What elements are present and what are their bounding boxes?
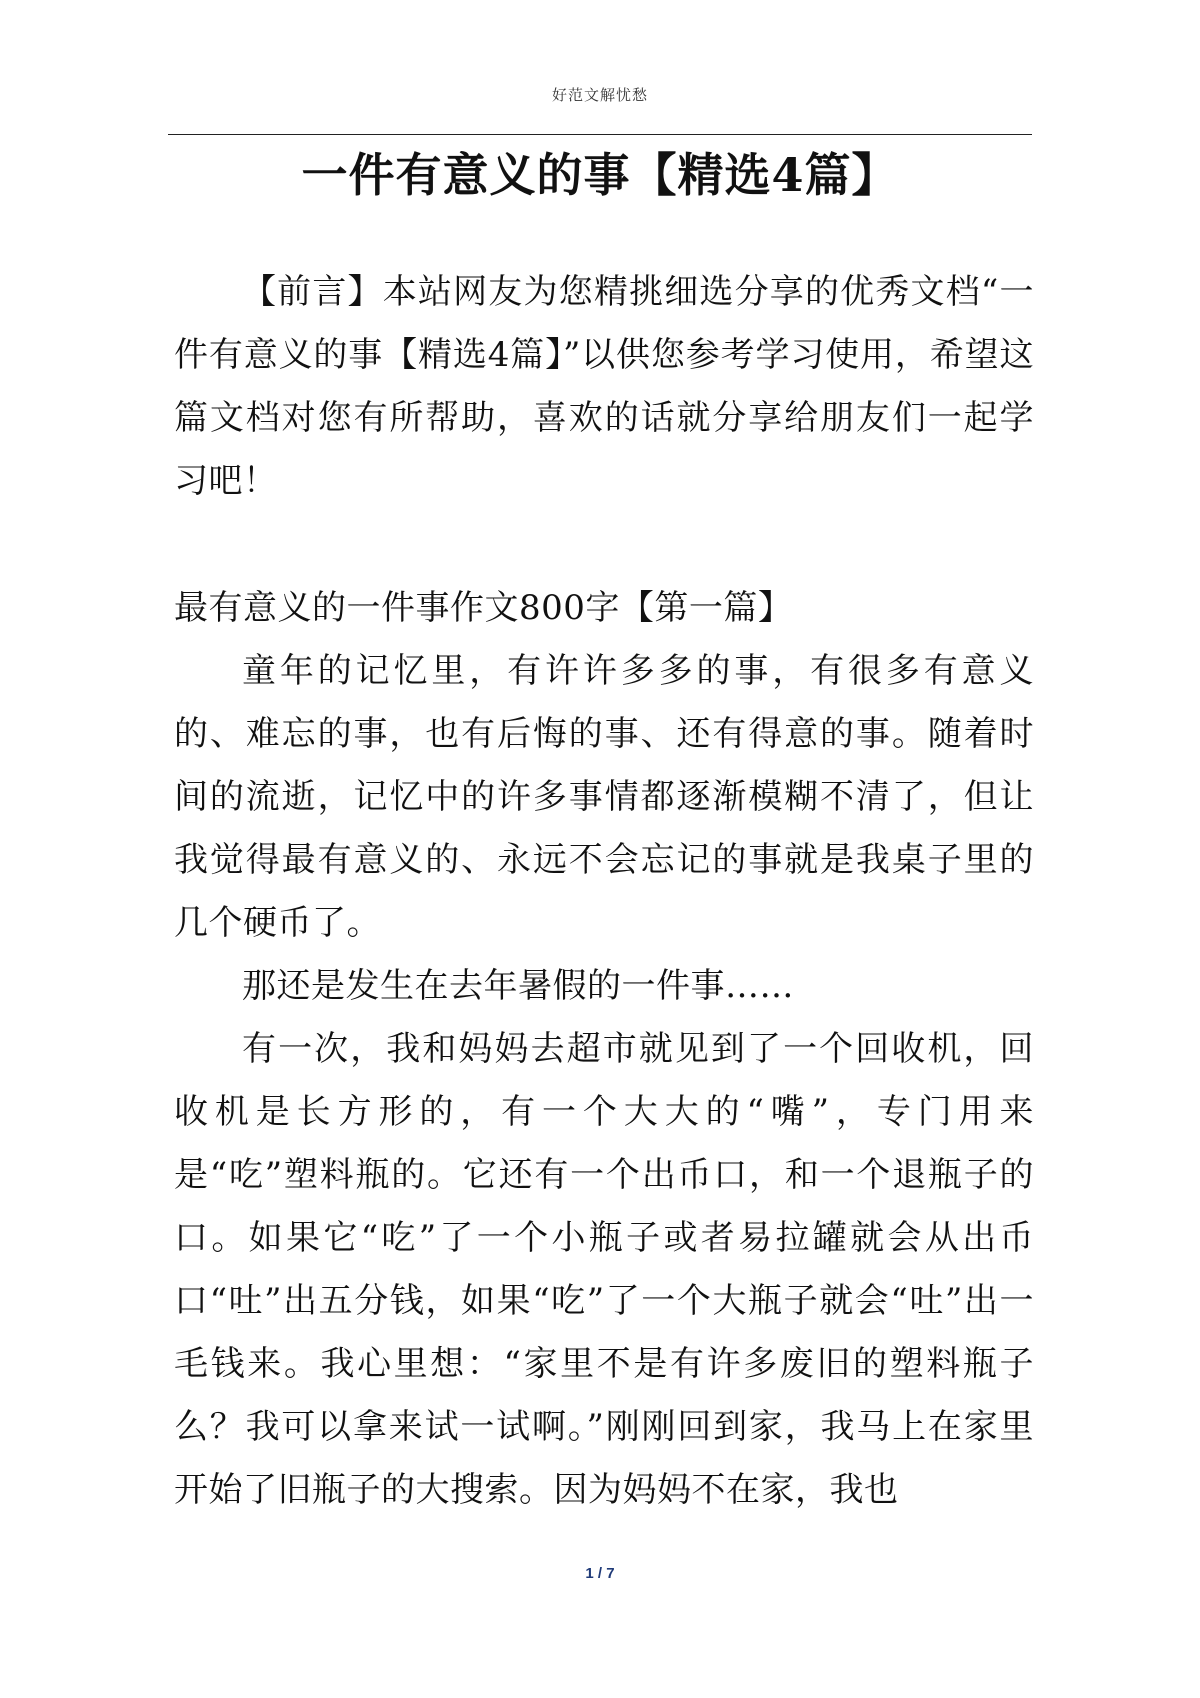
section-heading: 最有意义的一件事作文800字【第一篇】: [174, 588, 793, 628]
body-paragraph-1: 童年的记忆里，有许许多多的事，有很多有意义的、难忘的事，也有后悔的事、还有得意的事。随着时间的流逝，记忆中的许多事情都逐渐模糊不清了，但让我觉得最有意义的、永远不会忘记的事就是我桌子里的几个硬币了。: [174, 651, 1034, 943]
page-number: 1 / 7: [585, 1565, 615, 1582]
body-paragraph-3: 有一次，我和妈妈去超市就见到了一个回收机，回收机是长方形的，有一个大大的“嘴”，专门用来是“吃”塑料瓶的。它还有一个出币口，和一个退瓶子的口。如果它“吃”了一个小瓶子或者易拉罐就会从出币口“吐”出五分钱，如果“吃”了一个大瓶子就会“吐”出一毛钱来。我心里想：“家里不是有许多废旧的塑料瓶子么？我可以拿来试一试啊。”刚刚回到家，我马上在家里开始了旧瓶子的大搜索。因为妈妈不在家，我也: [174, 1029, 1034, 1510]
header-divider: [168, 134, 1032, 135]
preface-paragraph: 【前言】本站网友为您精挑细选分享的优秀文档“一件有意义的事【精选4篇】”以供您参考学习使用，希望这篇文档对您有所帮助，喜欢的话就分享给朋友们一起学习吧！: [174, 272, 1034, 501]
body-paragraph-2: 那还是发生在去年暑假的一件事……: [242, 966, 794, 1006]
page-header: 好范文解忧愁: [551, 86, 648, 104]
document-title: 一件有意义的事【精选4篇】: [301, 148, 899, 202]
